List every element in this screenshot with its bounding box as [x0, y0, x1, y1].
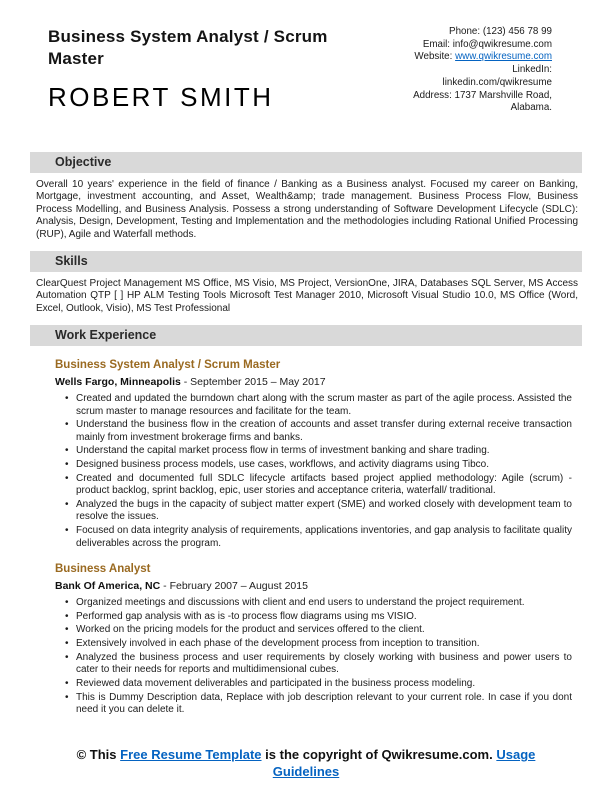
candidate-name: ROBERT SMITH — [48, 82, 274, 112]
section-heading-objective: Objective — [30, 152, 582, 173]
bullet-item: • Focused on data integrity analysis of requirements, applications inventories, and gap analysis to facilitate quality deliverables across the program. — [64, 525, 572, 550]
bullet-item: • Performed gap analysis with as is -to process flow diagrams using ms VISIO. — [64, 611, 572, 623]
usage-guidelines-link[interactable]: Usage Guidelines — [272, 747, 536, 779]
bullet-item: • Organized meetings and discussions with client and end users to understand the project requirement. — [64, 597, 572, 609]
free-resume-template-link[interactable]: Free Resume Template — [120, 747, 262, 762]
job-entry-1 — [30, 359, 582, 550]
job-bullet-list — [55, 597, 578, 717]
footer-copyright — [71, 746, 541, 780]
footer-text-prefix: © This — [76, 747, 117, 762]
bullet-item: • Extensively involved in each phase of the development process from inception to transition. — [64, 638, 572, 650]
skills-text: ClearQuest Project Management MS Office, MS Visio, MS Project, VersionOne, JIRA, Databases SQL Server, MS Access Automation QTP [ ] HP ALM Testing Tools Microsoft Test Manager 2010, Microsoft Visual Studio 10.0, MS Office (Word, Excel, Outlook, Visio), MS Test Professional — [36, 278, 578, 314]
bullet-item: • Understand the capital market process flow in terms of investment banking and share trading. — [64, 445, 572, 457]
bullet-item: • Created and documented full SDLC lifecycle artifacts based project applied methodology: Agile (scrum) - product backlog, sprint backlog, epic, user stories and acceptance criteria, waterfall/ traditional. — [64, 473, 572, 498]
contact-email: Email: info@qwikresume.com — [422, 38, 552, 50]
bullet-item: • Reviewed data movement deliverables and participated in the business process modeling. — [64, 678, 572, 690]
job-company: Bank Of America, NC — [55, 579, 161, 592]
job-dates: - February 2007 – August 2015 — [163, 579, 308, 592]
footer-text-middle: is the copyright of Qwikresume.com. — [265, 747, 493, 762]
job-title: Business Analyst — [55, 562, 151, 575]
bullet-item: • Understand the business flow in the creation of accounts and asset transfer during external receive transaction mainly from investment brokerage firms and banks. — [64, 419, 572, 444]
job-bullet-list — [55, 393, 578, 550]
document-title: Business System Analyst / Scrum Master — [48, 27, 328, 68]
job-title: Business System Analyst / Scrum Master — [55, 359, 281, 372]
contact-linkedin-label: LinkedIn: — [512, 64, 552, 76]
bullet-item: • Analyzed the bugs in the capacity of subject matter expert (SME) and worked closely with development team to resolve the issues. — [64, 499, 572, 524]
job-entry-2 — [30, 563, 582, 717]
job-meta — [55, 376, 578, 388]
objective-text: Overall 10 years' experience in the field of finance / Banking as a Business analyst. Focused my career on Banking, Mortgage, investment accounting, and Asset, Wealth&amp; trade management. Business Process Flow, Business Process Modelling, and Business Analysis. Possess a strong understanding of Software Development Lifecycle (SDLC): Analysis, Design, Development, Testing and Implementation and the methodologies including Rational Unified Processing (RUP), Agile and Waterfall methods. — [36, 179, 578, 240]
contact-block — [413, 26, 552, 115]
resume-header — [30, 26, 582, 142]
contact-website — [413, 51, 552, 64]
contact-address-line2: Alabama. — [510, 102, 552, 114]
website-link[interactable]: www.qwikresume.com — [455, 51, 552, 63]
job-meta — [55, 580, 578, 592]
contact-address-line1: Address: 1737 Marshville Road, — [413, 89, 552, 101]
contact-linkedin-value: linkedin.com/qwikresume — [442, 76, 552, 88]
bullet-item: • This is Dummy Description data, Replace with job description relevant to your current role. In case if you dont need it you can delete it. — [64, 692, 572, 717]
contact-phone: Phone: (123) 456 78 99 — [449, 26, 552, 37]
section-heading-work-experience: Work Experience — [30, 325, 582, 346]
bullet-item: • Analyzed the business process and user requirements by closely working with business and power users to cater to their needs for reports and multidimensional cubes. — [64, 652, 572, 677]
bullet-item: • Designed business process models, use cases, workflows, and activity diagrams using Tibco. — [64, 459, 572, 471]
bullet-item: • Worked on the pricing models for the product and services offered to the client. — [64, 624, 572, 636]
job-company: Wells Fargo, Minneapolis — [55, 376, 181, 389]
bullet-item: • Created and updated the burndown chart along with the scrum master as part of the agile process. Assisted the scrum master to manage resources and facilitate for the team. — [64, 393, 572, 418]
job-dates: - September 2015 – May 2017 — [183, 376, 326, 389]
section-heading-skills: Skills — [30, 251, 582, 272]
website-label: Website: — [414, 51, 453, 63]
